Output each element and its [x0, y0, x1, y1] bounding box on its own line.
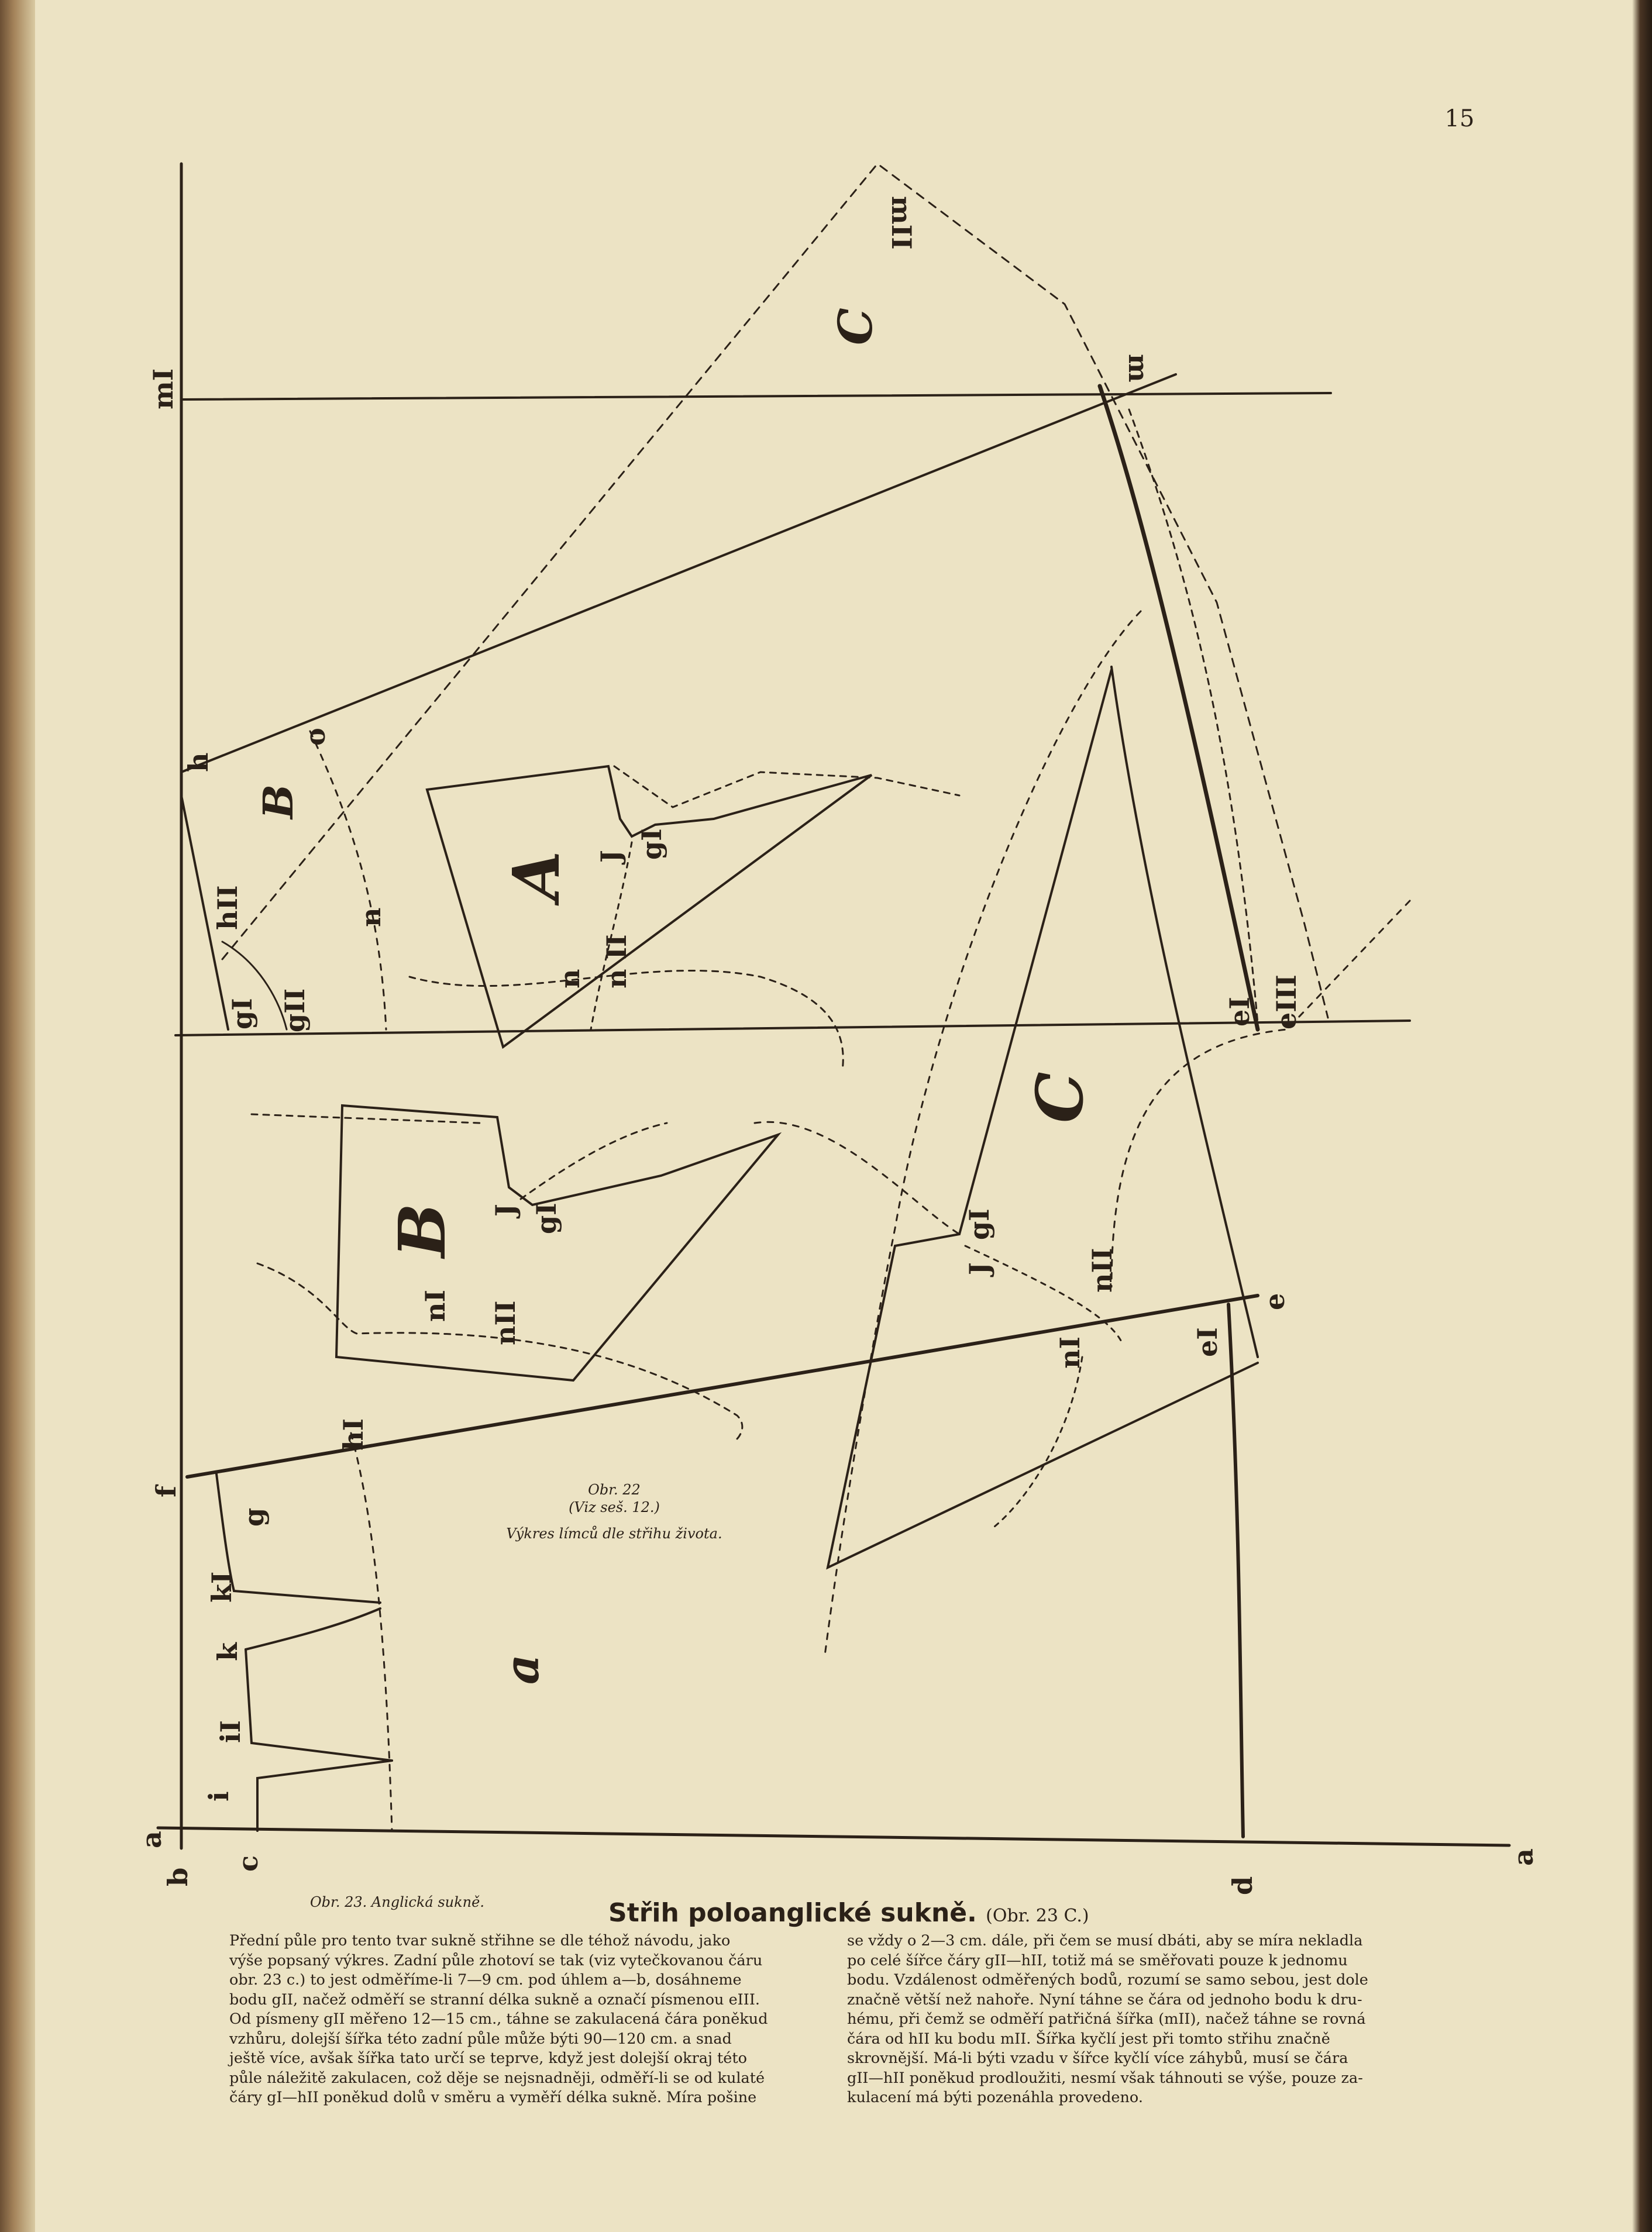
bottom-baseline: [158, 1828, 1509, 1845]
piece-B-small-letter: B: [254, 784, 302, 819]
label-b: b: [162, 1867, 194, 1886]
label-h: h: [183, 752, 214, 772]
body-line: ještě více, avšak šířka tato určí se teprve, když jest dolejší okraj této: [229, 2050, 747, 2067]
body-right-column: [847, 1931, 1432, 2108]
skirt-waist-curve: [216, 1474, 380, 1603]
label-g1-B: gI: [531, 1203, 562, 1234]
horizontal-line-m: [181, 393, 1331, 399]
body-line: výše popsaný výkres. Zadní půle zhotoví se tak (viz vytečkovanou čáru: [229, 1951, 763, 1969]
piece-C-upper-letter: C: [828, 308, 883, 345]
label-nI-C: nI: [1054, 1337, 1086, 1369]
label-J-B: J: [490, 1204, 521, 1217]
fig22-desc: Výkres límců dle střihu života.: [506, 1525, 722, 1542]
label-k: k: [212, 1642, 243, 1661]
label-h1: hI: [338, 1418, 369, 1451]
label-J-C: J: [963, 1262, 995, 1275]
label-d: d: [1227, 1876, 1258, 1895]
curve-e1: [1100, 386, 1258, 1029]
dashed-line-o: [310, 731, 386, 1029]
body-line: značně větší než nahoře. Nyní táhne se čára od jednoho bodu k dru-: [847, 1990, 1362, 2009]
label-nI-B: nI: [419, 1290, 451, 1322]
diagonal-line-h-m: [181, 374, 1176, 772]
body-line: bodu. Vzdálenost odměřených bodů, rozumí se samo sebou, jest dole: [847, 1971, 1368, 1989]
label-m2: mII: [886, 196, 917, 250]
body-line: vzhůru, dolejší šířka této zadní půle může býti 90—120 cm. a snad: [229, 2030, 732, 2048]
label-i: i: [203, 1791, 235, 1802]
dashed-curve-C: [825, 611, 1141, 1655]
label-o: o: [300, 728, 331, 746]
fig22-ref: (Viz seš. 12.): [569, 1499, 660, 1515]
body-line: půle náležitě zakulacen, což děje se nejsnadněji, odměří-li se od kulaté: [229, 2069, 765, 2087]
piece-A-dash: [614, 766, 959, 807]
body-line: čáry gI—hII poněkud dolů v směru a vyměří délka sukně. Míra pošine: [229, 2089, 757, 2106]
label-m: m: [1123, 354, 1154, 383]
piece-C-letter: C: [1022, 1072, 1097, 1123]
label-e1-right: eI: [1192, 1327, 1223, 1357]
piece-B-letter: B: [384, 1203, 460, 1258]
label-g: g: [238, 1507, 270, 1527]
section-heading-text: Střih poloanglické sukně.: [608, 1898, 977, 1928]
label-m1: mI: [147, 368, 179, 409]
piece-A-outline: [427, 766, 872, 1047]
label-e1-top: eI: [1224, 997, 1255, 1027]
body-line: po celé šířce čáry gII—hII, totiž má se směřovati pouze k jednomu: [847, 1951, 1348, 1969]
fig23-caption: Obr. 23. Anglická sukně.: [310, 1894, 484, 1910]
label-a-right: a: [1508, 1848, 1539, 1866]
label-c: c: [232, 1855, 264, 1872]
label-a-left: a: [136, 1831, 167, 1848]
label-nII-C: nII: [1086, 1248, 1118, 1293]
label-g1-C: gI: [963, 1208, 995, 1240]
page-number: 15: [1444, 105, 1475, 132]
body-left-column: [229, 1931, 814, 2108]
piece-a-letter: a: [494, 1654, 549, 1685]
body-line: se vždy o 2—3 cm. dále, při čem se musí dbáti, aby se míra nekladla: [847, 1932, 1363, 1949]
label-g1-left: gI: [226, 998, 258, 1029]
label-n-upper: n: [355, 907, 387, 927]
body-line: skrovnější. Má-li býti vzadu v šířce kyčlí více záhybů, musí se čára: [847, 2050, 1348, 2067]
body-line: gII—hII poněkud prodloužiti, nesmí však táhnouti se výše, pouze za-: [847, 2069, 1363, 2087]
label-nII-B: nII: [490, 1300, 521, 1345]
label-f: f: [150, 1486, 182, 1497]
body-line: Od písmeny gII měřeno 12—15 cm., táhne se zakulacená čára poněkud: [229, 2010, 768, 2028]
skirt-side-line: [1228, 1304, 1243, 1837]
label-n-A: n: [554, 969, 586, 988]
piece-B-dash: [257, 1263, 742, 1439]
body-line: Přední půle pro tento tvar sukně střihne se dle téhož návodu, jako: [229, 1932, 731, 1949]
label-J-A: J: [595, 850, 627, 863]
body-line: bodu gII, načež odměří se stranní délka sukně a označí písmenou eIII.: [229, 1990, 760, 2009]
label-nII-A: n II: [601, 934, 632, 988]
section-heading: [608, 1898, 1089, 1928]
label-e3-top: eIII: [1271, 974, 1302, 1029]
label-h2: hII: [212, 885, 243, 930]
body-line: obr. 23 c.) to jest odměříme-li 7—9 cm. pod úhlem a—b, dosáhneme: [229, 1971, 742, 1989]
label-e-right: e: [1259, 1293, 1290, 1310]
dashed-piece-C-outline: [222, 164, 1328, 1018]
fig22-title: Obr. 22: [588, 1482, 641, 1498]
piece-A-letter: A: [498, 850, 574, 901]
label-i1: iI: [215, 1720, 246, 1743]
section-reference: (Obr. 23 C.): [986, 1906, 1089, 1926]
label-g2-left: gII: [279, 988, 311, 1032]
label-k1: kI: [206, 1571, 238, 1603]
body-line: hému, při čemž se odměří patřičná šířka (mII), načež táhne se rovná: [847, 2010, 1366, 2028]
dashed-line-h1: [351, 1433, 392, 1831]
label-g1-A: gI: [636, 828, 667, 860]
body-line: kulacení má býti pozenáhla provedeno.: [847, 2089, 1143, 2106]
body-line: čára od hII ku bodu mII. Šířka kyčlí jest při tomto střihu značně: [847, 2030, 1330, 2048]
